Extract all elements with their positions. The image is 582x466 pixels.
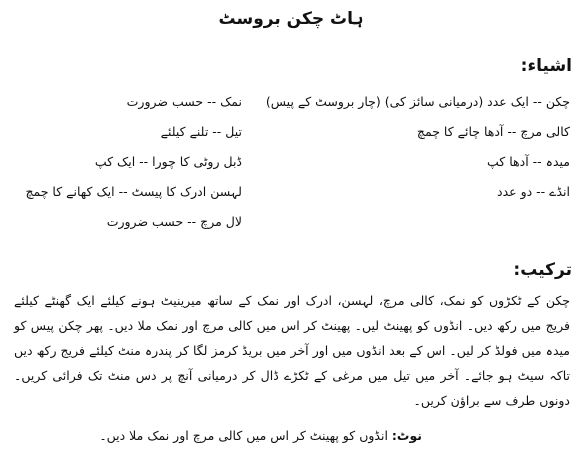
recipe-title: ہاٹ چکن بروسٹ xyxy=(218,9,364,29)
method-paragraph: چکن کے ٹکڑوں کو نمک، کالی مرچ، لہسن، ادرک اور نمک کے ساتھ میرینیٹ ہونے کیلئے ایک گھنٹے کیلئے فریج میں رکھ دیں۔ انڈوں کو پھینٹ لیں۔ پھینٹ کر اس میں کالی مرچ اور نمک ملا دیں۔ پھر چکن پیس کو میدہ میں فولڈ کر لیں۔ اس کے بعد انڈوں میں اور آخر میں بریڈ کرمز لگا کر پندرہ منٹ کیلئے فریج رکھ دیں تاکہ سیٹ ہو جائے۔ آخر میں تیل میں مرغی کے ٹکڑے ڈال کر درمیانی آنچ پر دس منٹ تک فرائی کریں۔ دونوں طرف سے براؤن کریں۔ xyxy=(14,293,570,408)
ingredient-flour: میدہ -- آدھا کپ xyxy=(487,154,570,169)
ingredient-salt: نمک -- حسب ضرورت xyxy=(126,94,242,109)
recipe-note xyxy=(99,428,422,443)
ingredient-red-chilli: لال مرچ -- حسب ضرورت xyxy=(106,214,242,229)
ingredient-garlic-ginger-paste: لہسن ادرک کا پیسٹ -- ایک کھانے کا چمچ xyxy=(25,184,242,199)
note-text: انڈوں کو پھینٹ کر اس میں کالی مرچ اور نمک ملا دیں۔ xyxy=(99,428,388,443)
note-label: نوٹ: xyxy=(391,428,422,443)
ingredient-chicken: چکن -- ایک عدد (درمیانی سائز کی) (چار بروسٹ کے پیس) xyxy=(265,94,570,109)
ingredient-oil: تیل -- تلنے کیلئے xyxy=(160,124,242,139)
ingredient-bread-crumbs: ڈبل روٹی کا چورا -- ایک کپ xyxy=(94,154,242,169)
ingredients-heading: اشیاء: xyxy=(520,56,572,76)
method-heading: ترکیب: xyxy=(513,260,572,280)
ingredient-black-pepper: کالی مرچ -- آدھا چائے کا چمچ xyxy=(416,124,570,139)
ingredient-eggs: انڈے -- دو عدد xyxy=(497,184,570,199)
